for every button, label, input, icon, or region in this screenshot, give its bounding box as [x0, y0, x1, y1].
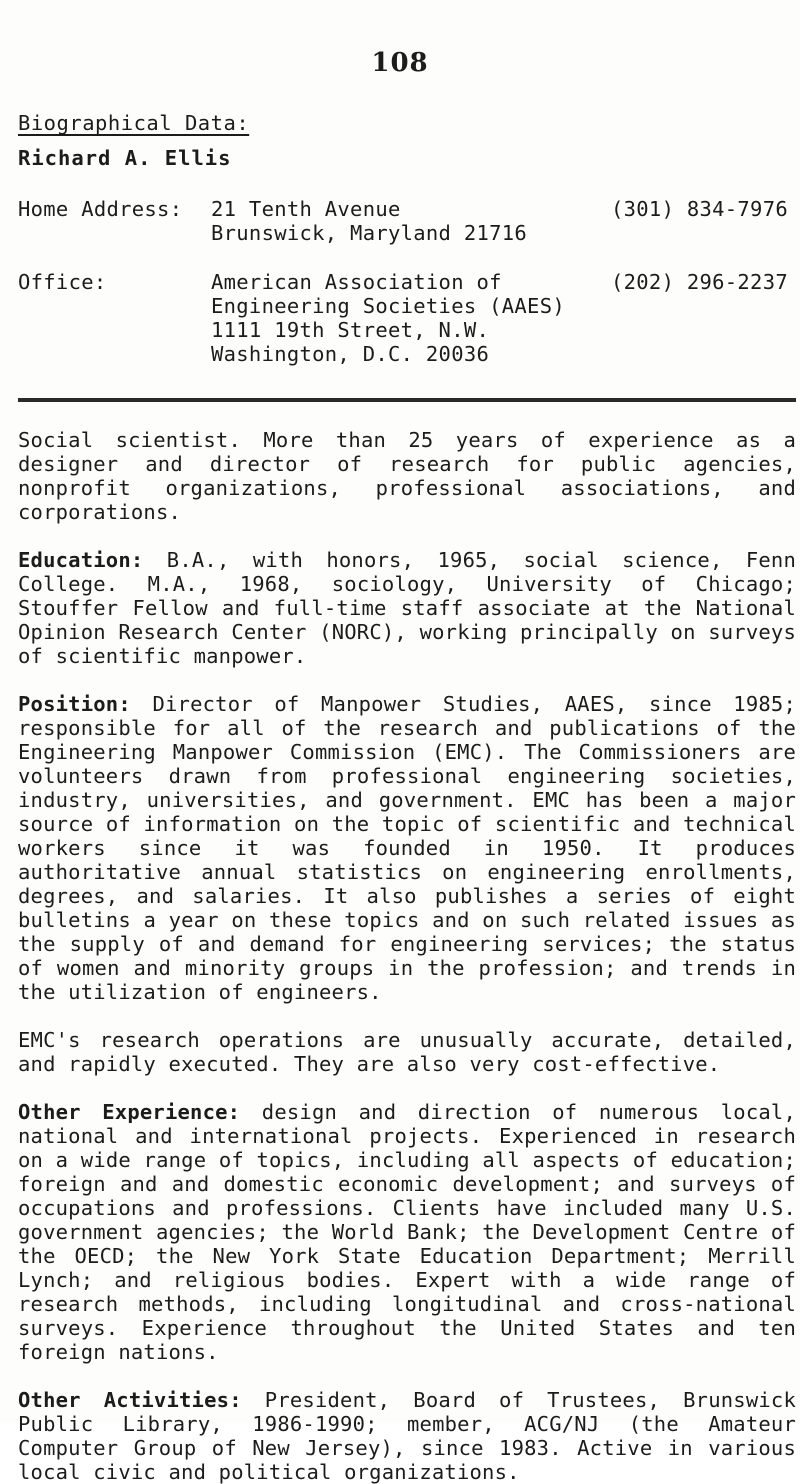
other-experience-paragraph [18, 1100, 796, 1364]
home-address-line: Brunswick, Maryland 21716 [211, 221, 528, 245]
summary-paragraph: Social scientist. More than 25 years of experience as a designer and director of research for public agencies, nonprofit organizations, professional associations, and corporations. [18, 428, 796, 524]
education-paragraph [18, 548, 796, 668]
office-address-line: Washington, D.C. 20036 [211, 342, 490, 366]
home-address-label: Home Address: [18, 197, 183, 221]
horizontal-divider [18, 398, 796, 402]
other-experience-label: Other Experience: [18, 1100, 241, 1124]
biography-content [18, 110, 796, 1484]
other-activities-text: President, Board of Trustees, Brunswick Public Library, 1986-1990; member, ACG/NJ (the Amateur Computer Group of New Jersey), since 1983. Active in various local civic and political organizations. [18, 1388, 796, 1484]
position-label: Position: [18, 692, 131, 716]
office-phone: (202) 296-2237 [611, 270, 788, 294]
page-number: 108 [371, 48, 429, 78]
office-address-line: Engineering Societies (AAES) [211, 294, 565, 318]
position-paragraph [18, 692, 796, 1004]
education-text: B.A., with honors, 1965, social science, Fenn College. M.A., 1968, sociology, University of Chicago; Stouffer Fellow and full-time staff associate at the National Opinion Research Center (NORC), working principally on surveys of scientific manpower. [18, 548, 796, 668]
emc-note-paragraph: EMC's research operations are unusually accurate, detailed, and rapidly executed. They are also very cost-effective. [18, 1028, 796, 1076]
home-phone: (301) 834-7976 [611, 197, 788, 221]
section-heading: Biographical Data: [18, 111, 250, 135]
other-activities-label: Other Activities: [18, 1388, 242, 1412]
home-address-line: 21 Tenth Avenue [211, 197, 401, 221]
office-label: Office: [18, 270, 107, 294]
other-experience-text: design and direction of numerous local, national and international projects. Experienced in research on a wide range of topics, including all aspects of education; foreign and and domestic economic development; and surveys of occupations and professions. Clients have included many U.S. government agencies; the World Bank; the Development Centre of the OECD; the New York State Education Department; Merrill Lynch; and religious bodies. Expert with a wide range of research methods, including longitudinal and cross-national surveys. Experience throughout the United States and ten foreign nations. [18, 1100, 797, 1364]
office-address-line: American Association of [211, 270, 502, 294]
other-activities-paragraph [18, 1388, 796, 1484]
office-address-line: 1111 19th Street, N.W. [211, 318, 490, 342]
position-text: Director of Manpower Studies, AAES, since 1985; responsible for all of the research and publications of the Engineering Manpower Commission (EMC). The Commissioners are volunteers drawn from professional engineering societies, industry, universities, and government. EMC has been a major source of information on the topic of scientific and technical workers since it was founded in 1950. It produces authoritative annual statistics on engineering enrollments, degrees, and salaries. It also publishes a series of eight bulletins a year on these topics and on such related issues as the supply of and demand for engineering services; the status of women and minority groups in the profession; and trends in the utilization of engineers. [18, 692, 796, 1004]
office-address-block [18, 270, 796, 366]
home-address-block [18, 197, 796, 245]
education-label: Education: [18, 548, 144, 572]
person-name: Richard A. Ellis [18, 146, 232, 170]
